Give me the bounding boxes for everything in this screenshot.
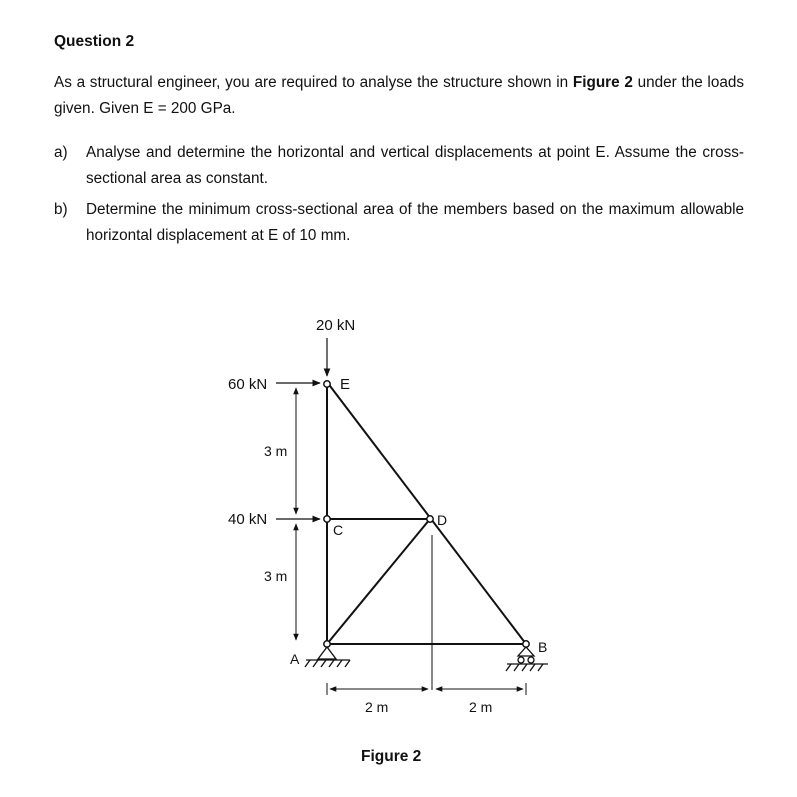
dim-left-width-label: 2 m bbox=[365, 699, 389, 715]
figure-caption: Figure 2 bbox=[361, 748, 422, 765]
dim-right-width-label: 2 m bbox=[469, 699, 493, 715]
question-heading: Question 2 bbox=[54, 33, 135, 50]
part-b-label: b) bbox=[54, 201, 68, 218]
joint-c bbox=[324, 516, 330, 522]
node-e-label: E bbox=[340, 376, 351, 393]
node-b-label: B bbox=[538, 639, 548, 655]
node-a-label: A bbox=[290, 651, 300, 667]
joint-d bbox=[427, 516, 433, 522]
intro-text-2: under the loads given. Given E = 200 GPa. bbox=[54, 74, 745, 117]
intro-text-1: As a structural engineer, you are required to analyse the structure shown in bbox=[54, 74, 573, 91]
load-60kn-label: 60 kN bbox=[228, 376, 268, 393]
pin-support-a bbox=[305, 647, 350, 667]
part-a-label: a) bbox=[54, 144, 68, 161]
horizontal-dimensions bbox=[327, 683, 526, 695]
dim-lower-height-label: 3 m bbox=[264, 568, 288, 584]
truss-members bbox=[327, 382, 526, 644]
load-40kn-label: 40 kN bbox=[228, 511, 268, 528]
figure-reference: Figure 2 bbox=[572, 74, 633, 91]
part-a-text: Analyse and determine the horizontal and vertical displacements at point E. Assume the cross-sectional area as constant. bbox=[86, 144, 744, 187]
joint-e bbox=[324, 381, 330, 387]
node-d-label: D bbox=[437, 512, 448, 528]
node-c-label: C bbox=[333, 522, 344, 538]
part-b-text: Determine the minimum cross-sectional area of the members based on the maximum allowable horizontal displacement at E of 10 mm. bbox=[86, 201, 744, 244]
load-arrows bbox=[276, 338, 327, 519]
dim-upper-height-label: 3 m bbox=[264, 443, 288, 459]
member-eb bbox=[327, 382, 526, 644]
load-20kn-label: 20 kN bbox=[316, 317, 356, 334]
vertical-dimensions bbox=[290, 388, 302, 640]
